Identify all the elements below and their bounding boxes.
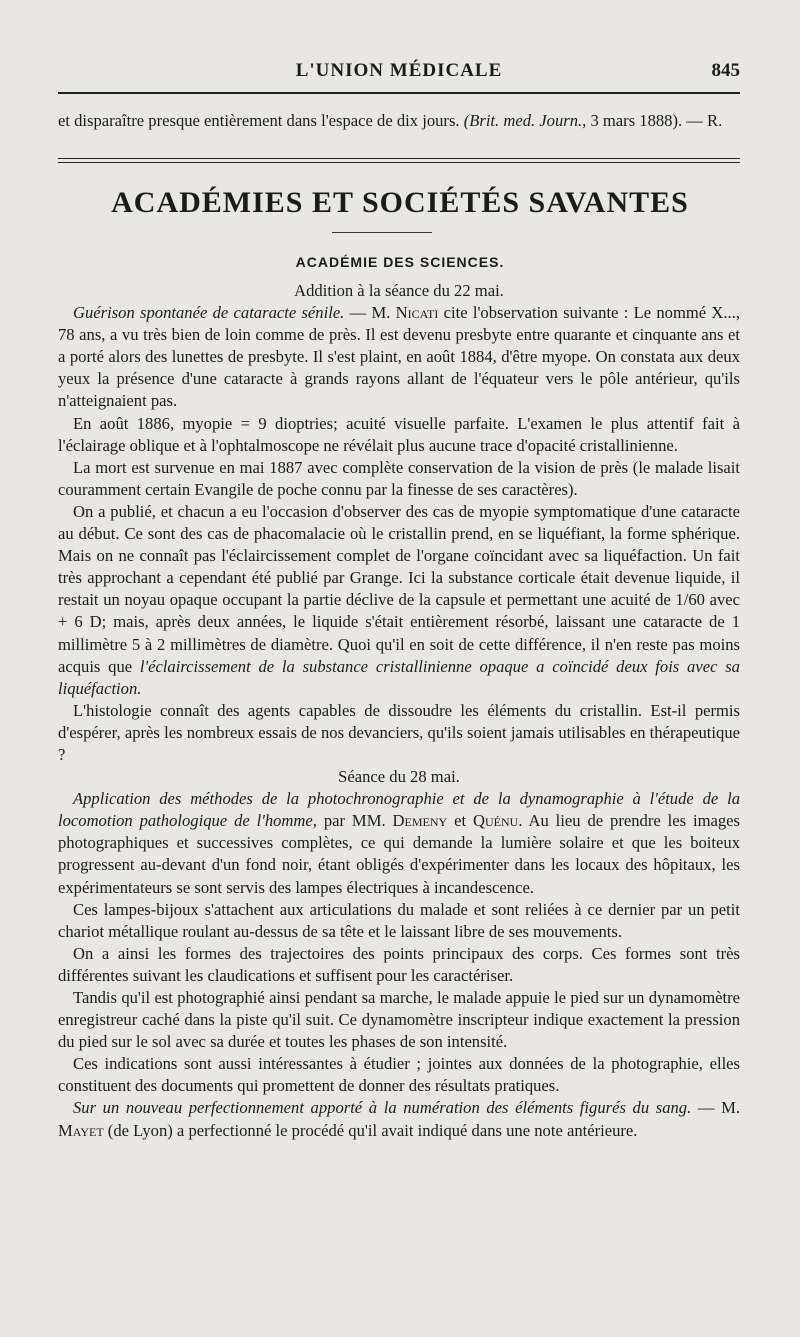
session2-paragraph-4: Tandis qu'il est photographié ainsi pendant sa marche, le malade appuie le pied sur un dynamomètre enregistreur caché dans la piste qu'il suit. Ce dynamomètre inscripteur indique exactement la pression du pied sur le sol avec sa durée et toutes les phases de son intensité.: [58, 988, 740, 1052]
section-title: ACADÉMIE DES SCIENCES.: [295, 254, 505, 270]
session2-pre-6: — M.: [691, 1098, 740, 1118]
header-rule: [58, 92, 740, 94]
session1-title: Guérison spontanée de cataracte sénile.: [73, 303, 345, 323]
session2-text-1: . Au lieu de prendre les images photographiques et successives complètes, ce qui demande la lumière solaire et que les boiteux progressent au-devant d'un fond noir, étant obligés d'expérimenter dans les locaux des hôpitaux, les expérimentateurs se sont servis des lampes électriques à incandescence.: [58, 811, 741, 897]
session2-paragraph-6: [58, 1097, 740, 1141]
session2-paragraph-5: Ces indications sont aussi intéressantes à étudier ; jointes aux données de la photographie, elles constituent des documents qui promettent de donner des résultats pratiques.: [58, 1054, 740, 1096]
intro-paragraph: [58, 110, 740, 132]
session1-text-4: On a publié, et chacun a eu l'occasion d'observer des cas de myopie symptomatique d'une cataracte au début. Ce sont des cas de phacomalacie où le cristallin prend, en se liquéfiant, la forme sphérique. Mais on ne connaît pas l'éclaircissement complet de l'organe coïncidant avec sa liquéfaction. Un fait très approchant a cependant été publié par Grange. Ici la substance corticale était devenue liquide, il restait un noyau opaque occupant la partie déclive de la capsule et permettant une acuité de 1/60 avec + 6 D; mais, après deux années, le liquide s'était entièrement résorbé, laissant une cataracte de 1 millimètre 5 à 2 millimètres de diamètre. Quoi qu'il en soit de cette différence, il n'en reste pas moins acquis que: [58, 501, 740, 676]
section-rule-top: [58, 158, 740, 159]
session1-paragraph-3: La mort est survenue en mai 1887 avec complète conservation de la vision de près (le malade lisait couramment certain Evangile de poche connu par la finesse de ses caractères).: [58, 457, 740, 499]
session1-conclusion: l'éclaircissement de la substance cristallinienne opaque a coïncidé deux fois avec sa liquéfaction.: [58, 656, 740, 698]
session1-paragraph-4: [58, 501, 740, 700]
session2-title-2: Sur un nouveau perfectionnement apporté à la numération des éléments figurés du sang.: [73, 1098, 692, 1118]
page-number: 845: [711, 60, 740, 81]
intro-citation: (Brit. med. Journ.,: [463, 111, 587, 130]
section-rule-bottom: [58, 162, 740, 163]
title-underline: [332, 232, 432, 233]
session2-heading: Séance du 28 mai.: [338, 767, 460, 787]
session1-paragraph-2: En août 1886, myopie = 9 dioptries; acuité visuelle parfaite. L'examen le plus attentif fait à l'éclairage oblique et à l'ophtalmoscope ne révélait plus aucune trace d'opacité cristallinienne.: [58, 413, 740, 455]
session2-paragraph-1: [58, 788, 740, 898]
session1-author-prefix: — M.: [344, 303, 396, 323]
journal-title: L'UNION MÉDICALE: [295, 60, 503, 81]
session2-paragraph-3: On a ainsi les formes des trajectoires des points principaux des corps. Ces formes sont très différentes suivant les claudications et suffisent pour les caractériser.: [58, 943, 740, 985]
session2-and: et: [447, 811, 473, 831]
session2-text-6: (de Lyon) a perfectionné le procédé qu'il avait indiqué dans une note antérieure.: [103, 1120, 638, 1140]
session1-paragraph-1: [58, 302, 740, 412]
session2-author-1: Demeny: [392, 811, 448, 831]
intro-citation-end: 3 mars 1888). — R.: [586, 111, 723, 130]
session2-title: Application des méthodes de la photochronographie et de la dynamographie à l'étude de la locomotion pathologique de l'homme,: [58, 789, 740, 831]
session2-author-3: Mayet: [58, 1120, 104, 1140]
session1-author: Nicati: [395, 303, 439, 323]
session1-heading: Addition à la séance du 22 mai.: [294, 281, 504, 300]
main-title: ACADÉMIES ET SOCIÉTÉS SAVANTES: [111, 186, 689, 219]
session1-paragraph-5: L'histologie connaît des agents capables de dissoudre les éléments du cristallin. Est-il permis d'espérer, après les nombreux essais de nos devanciers, qu'ils soient jamais utilisables en thérapeutique ?: [58, 700, 740, 764]
session2-author-2: Quénu: [473, 811, 519, 831]
intro-text: et disparaître presque entièrement dans l'espace de dix jours.: [58, 111, 464, 130]
running-header: [58, 60, 740, 90]
article-body: [58, 280, 740, 1142]
session1-text-1: cite l'observation suivante : Le nommé X..., 78 ans, a vu très bien de loin comme de près. Il est devenu presbyte entre quarante et cinquante ans et a porté alors des lunettes de presbyte. Il s'est plaint, en août 1884, d'être myope. On constata aux deux yeux la présence d'une cataracte à grands rayons allant de l'équateur vers le pôle antérieur, qu'ils n'atteignaient pas.: [58, 303, 740, 411]
session2-paragraph-2: Ces lampes-bijoux s'attachent aux articulations du malade et sont reliées à ce dernier par un petit chariot métallique roulant au-dessus de sa tête et le laissant libre de ses mouvements.: [58, 899, 740, 941]
session2-mid: par MM.: [316, 811, 393, 831]
